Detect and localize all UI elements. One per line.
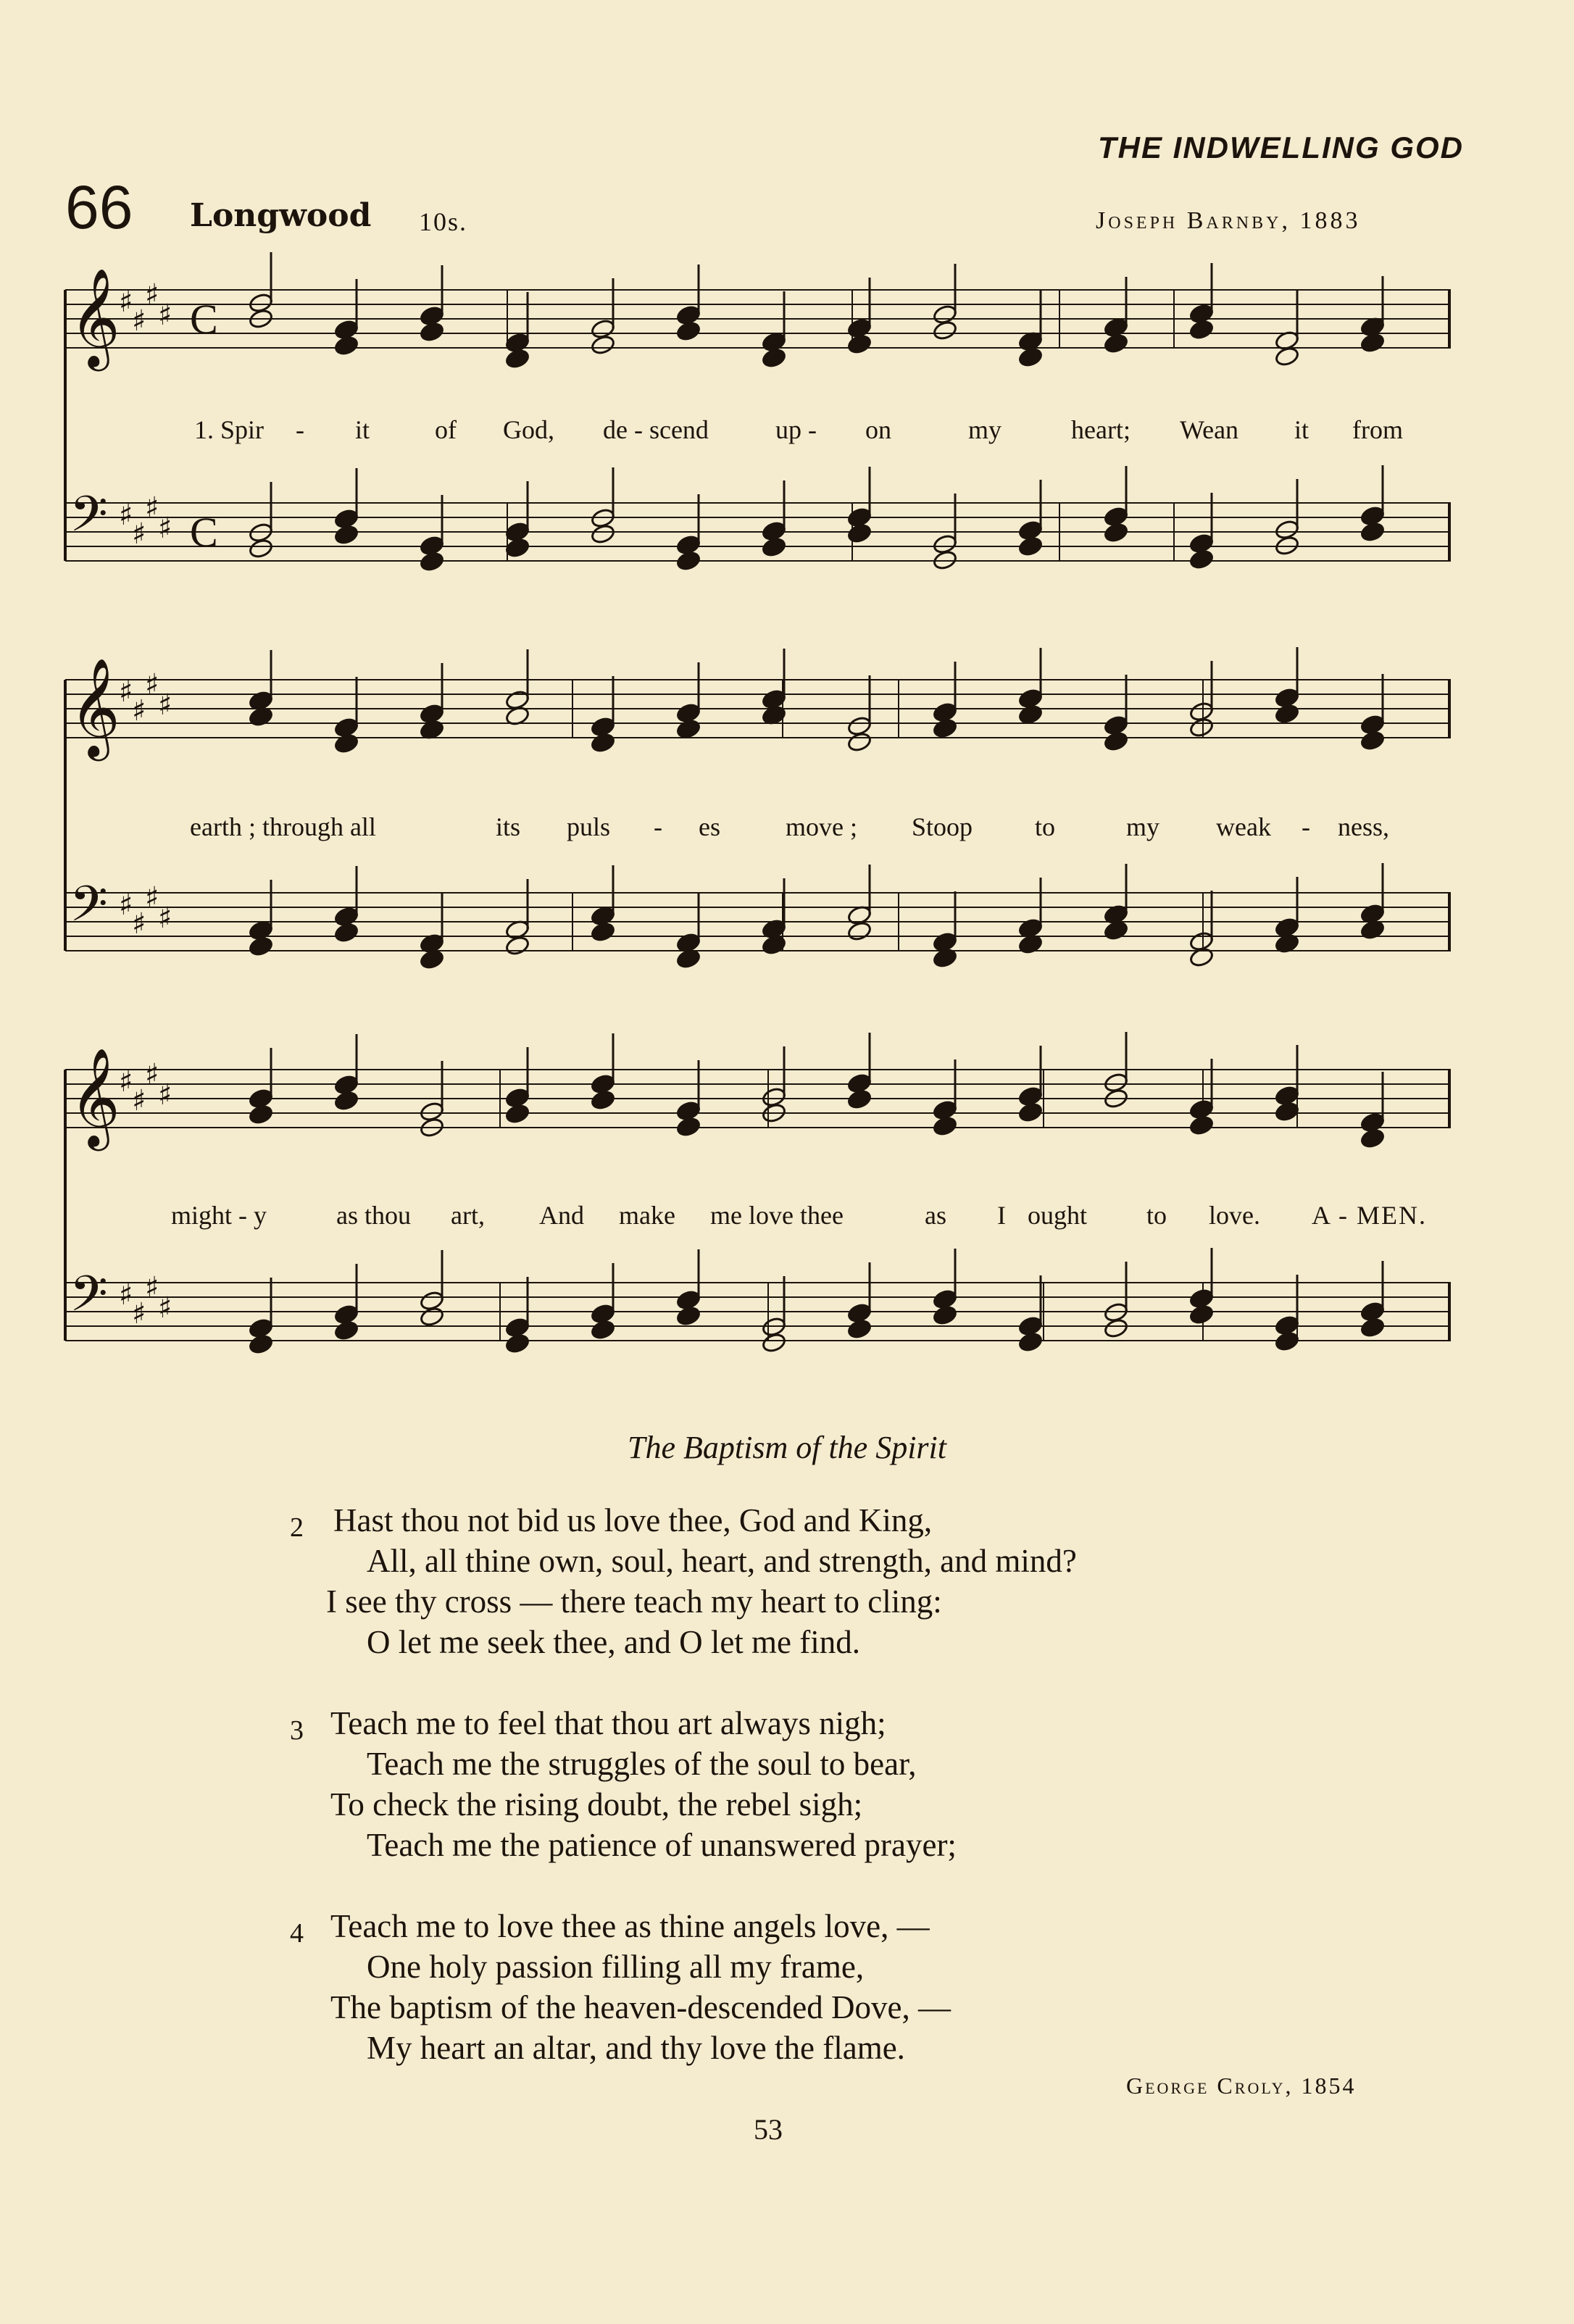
note-head: [248, 1104, 273, 1125]
note-head: [675, 1116, 701, 1138]
sharp-icon: ♯: [119, 888, 133, 922]
note-head: [1359, 1317, 1385, 1338]
lyric: love.: [1209, 1201, 1260, 1230]
common-time-icon: C: [190, 509, 218, 556]
section-heading: THE INDWELLING GOD: [1098, 130, 1464, 164]
note-head: [504, 1103, 530, 1125]
lyric: -: [654, 812, 662, 841]
note-head: [761, 347, 786, 369]
verse-line: Teach me to love thee as thine angels love, —: [330, 1908, 930, 1944]
note-head: [333, 524, 359, 546]
treble-clef-icon: 𝄞: [70, 657, 120, 757]
note-head: [504, 1333, 530, 1354]
sharp-icon: ♯: [145, 668, 159, 701]
note-head: [1103, 730, 1128, 752]
lyric: ness,: [1338, 812, 1389, 841]
verse-line: My heart an altar, and thy love the flame.: [367, 2030, 905, 2066]
note-head: [419, 321, 444, 343]
sharp-icon: ♯: [145, 1271, 159, 1304]
lyric: on: [865, 415, 891, 444]
note-head: [1274, 1330, 1299, 1352]
note-head: [1017, 704, 1043, 725]
note-head: [846, 333, 872, 355]
sharp-icon: ♯: [158, 688, 172, 722]
lyric: as: [925, 1201, 946, 1230]
lyric: -: [296, 415, 304, 444]
sharp-icon: ♯: [132, 1297, 146, 1330]
note-head: [248, 538, 273, 559]
note-head: [675, 320, 701, 342]
note-head: [1188, 1304, 1214, 1325]
note-head: [846, 1318, 872, 1340]
lyric: art,: [451, 1201, 485, 1230]
note-head: [419, 949, 444, 970]
lyric: heart;: [1071, 415, 1130, 444]
lyric: God,: [503, 415, 554, 444]
note-head: [590, 1319, 615, 1341]
lyric: And: [539, 1201, 584, 1230]
note-head: [1188, 1115, 1214, 1136]
sharp-icon: ♯: [158, 901, 172, 935]
verse-line: O let me seek thee, and O let me find.: [367, 1624, 861, 1660]
lyric: -: [1302, 812, 1310, 841]
lyric: of: [435, 415, 457, 444]
sharp-icon: ♯: [158, 1078, 172, 1112]
page-number: 53: [754, 2113, 783, 2146]
lyric: my: [1126, 812, 1160, 841]
lyric: its: [496, 812, 521, 841]
common-time-icon: C: [190, 296, 218, 343]
note-head: [675, 550, 701, 572]
lyric: my: [968, 415, 1002, 444]
lyric: I: [997, 1201, 1006, 1230]
verse-number: 4: [290, 1918, 304, 1949]
lyric: as thou: [336, 1201, 411, 1230]
note-head: [1274, 1101, 1299, 1123]
note-head: [248, 1333, 273, 1355]
sharp-icon: ♯: [145, 278, 159, 312]
note-head: [675, 718, 701, 740]
verse-line: Teach me to feel that thou art always nigh;: [330, 1705, 886, 1741]
verse-line: Teach me the struggles of the soul to bear,: [367, 1746, 917, 1782]
treble-clef-icon: 𝄞: [70, 1046, 120, 1146]
note-head: [333, 335, 359, 357]
note-head: [1103, 522, 1128, 543]
hymn-number: 66: [65, 173, 133, 241]
note-head: [1017, 1331, 1043, 1353]
lyric: might - y: [171, 1201, 267, 1230]
sharp-icon: ♯: [119, 675, 133, 709]
lyrics-line-3: [0, 1200, 1574, 1236]
sharp-icon: ♯: [145, 881, 159, 915]
lyrics-line-2: [0, 812, 1574, 848]
note-head: [1359, 730, 1385, 751]
sharp-icon: ♯: [132, 517, 146, 551]
lyric: 1. Spir: [194, 415, 265, 444]
lyric: from: [1352, 415, 1403, 444]
note-head: [1359, 521, 1385, 543]
verse-line: All, all thine own, soul, heart, and strength, and mind?: [367, 1543, 1077, 1579]
verse-number: 2: [290, 1512, 304, 1543]
note-head: [1103, 920, 1128, 941]
lyric: Wean: [1180, 415, 1239, 444]
note-head: [846, 1088, 872, 1110]
note-head: [761, 536, 786, 558]
note-head: [333, 922, 359, 944]
note-head: [1017, 346, 1043, 368]
bass-staff: [65, 1248, 1451, 1355]
note-head: [419, 551, 444, 572]
lyric: to: [1146, 1201, 1167, 1230]
lyric: earth ; through all: [190, 812, 376, 841]
note-head: [590, 1089, 615, 1111]
note-head: [1274, 703, 1299, 725]
bass-clef-icon: 𝄢: [70, 1266, 108, 1335]
lyric: move ;: [786, 812, 857, 841]
sharp-icon: ♯: [132, 694, 146, 728]
lyric: ought: [1028, 1201, 1088, 1230]
verse-line: The baptism of the heaven-descended Dove, —: [330, 1989, 951, 2025]
lyric: make: [619, 1201, 675, 1230]
note-head: [590, 732, 615, 754]
note-head: [1103, 1317, 1128, 1339]
note-head: [675, 1305, 701, 1327]
sharp-icon: ♯: [158, 512, 172, 545]
note-head: [1017, 536, 1043, 557]
note-head: [333, 733, 359, 754]
note-head: [1274, 346, 1299, 367]
note-head: [590, 523, 615, 545]
verse-line: I see thy cross — there teach my heart to cling:: [326, 1583, 942, 1620]
sharp-icon: ♯: [119, 1278, 133, 1312]
lyric: it: [355, 415, 370, 444]
note-head: [1188, 549, 1214, 570]
bass-staff: [65, 465, 1451, 572]
note-head: [846, 731, 872, 753]
treble-staff: [65, 1032, 1451, 1151]
hymn-caption: The Baptism of the Spirit: [628, 1430, 946, 1465]
note-head: [1188, 946, 1214, 968]
treble-clef-icon: 𝄞: [70, 267, 120, 367]
lyric: Stoop: [912, 812, 973, 841]
note-head: [1359, 332, 1385, 354]
lyric: weak: [1216, 812, 1271, 841]
note-head: [1188, 717, 1214, 738]
author-credit: George Croly, 1854: [1126, 2073, 1357, 2099]
lyric: puls: [567, 812, 611, 841]
note-head: [590, 921, 615, 943]
lyrics-line-1: [0, 415, 1574, 451]
treble-staff: [65, 252, 1451, 371]
note-head: [1188, 319, 1214, 341]
note-head: [932, 717, 957, 739]
note-head: [932, 320, 957, 341]
note-head: [333, 1320, 359, 1341]
verse-number: 3: [290, 1715, 304, 1746]
lyric: it: [1294, 415, 1309, 444]
note-head: [1103, 333, 1128, 354]
tune-name: Longwood: [190, 197, 372, 234]
sharp-icon: ♯: [158, 1291, 172, 1325]
bass-clef-icon: 𝄢: [70, 486, 108, 555]
sharp-icon: ♯: [145, 491, 159, 525]
sharp-icon: ♯: [132, 907, 146, 941]
verse-line: One holy passion filling all my frame,: [367, 1949, 865, 1985]
sharp-icon: ♯: [145, 1058, 159, 1091]
treble-staff: [65, 647, 1451, 761]
meter: 10s.: [419, 207, 468, 236]
note-head: [1017, 1101, 1043, 1123]
lyric: A - MEN.: [1312, 1201, 1427, 1230]
sharp-icon: ♯: [132, 304, 146, 338]
note-head: [419, 1306, 444, 1328]
verse-line: Teach me the patience of unanswered prayer;: [367, 1827, 957, 1863]
sharp-icon: ♯: [119, 499, 133, 532]
note-head: [932, 1304, 957, 1326]
sharp-icon: ♯: [132, 1084, 146, 1117]
note-head: [504, 348, 530, 370]
bass-clef-icon: 𝄢: [70, 876, 108, 945]
bass-staff: [65, 863, 1451, 970]
note-head: [248, 936, 273, 957]
note-head: [333, 1090, 359, 1112]
note-head: [504, 537, 530, 559]
lyric: up -: [775, 415, 817, 444]
note-head: [1359, 1128, 1385, 1149]
verse-line: Hast thou not bid us love thee, God and King,: [333, 1502, 933, 1538]
note-head: [846, 920, 872, 942]
verse-line: To check the rising doubt, the rebel sigh;: [330, 1786, 863, 1823]
composer-credit: Joseph Barnby, 1883: [1096, 207, 1361, 234]
lyric: es: [699, 812, 720, 841]
sharp-icon: ♯: [119, 286, 133, 319]
lyric: de - scend: [603, 415, 709, 444]
lyric: to: [1035, 812, 1056, 841]
note-head: [761, 1332, 786, 1354]
sharp-icon: ♯: [158, 299, 172, 332]
note-head: [590, 334, 615, 356]
lyric: me love thee: [710, 1201, 844, 1230]
note-head: [504, 935, 530, 957]
note-head: [932, 1115, 957, 1137]
sharp-icon: ♯: [119, 1065, 133, 1099]
note-head: [846, 522, 872, 544]
